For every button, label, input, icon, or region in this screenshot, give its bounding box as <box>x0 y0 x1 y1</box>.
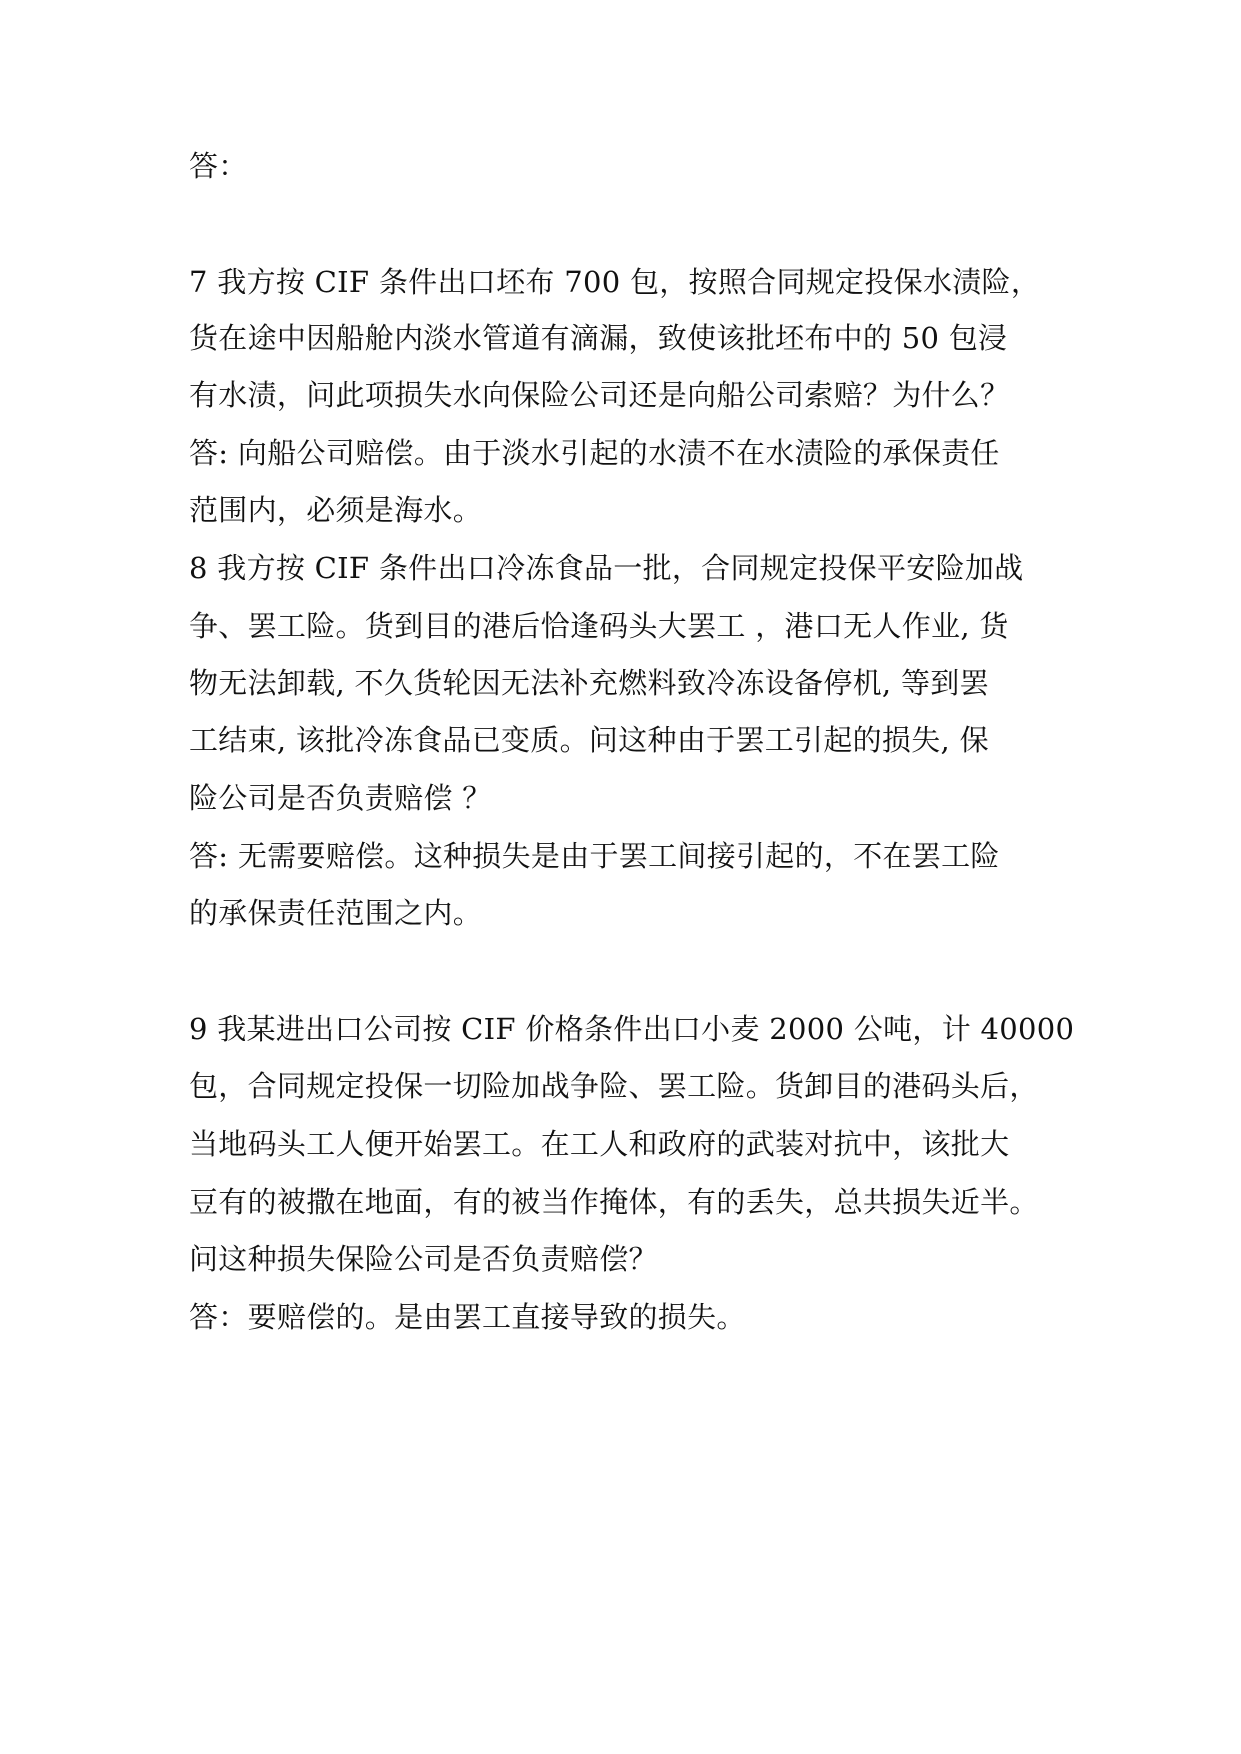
question-8-line-3: 物无法卸载, 不久货轮因无法补充燃料致冷冻设备停机, 等到罢 <box>189 666 989 700</box>
answer-7-line-1: 答: 向船公司赔偿。由于淡水引起的水渍不在水渍险的承保责任 <box>189 436 1000 470</box>
answer-7-line-2: 范围内，必须是海水。 <box>189 493 483 527</box>
question-9-line-5: 问这种损失保险公司是否负责赔偿？ <box>189 1242 658 1276</box>
question-7-line-2: 货在途中因船舱内淡水管道有滴漏，致使该批坯布中的 50 包浸 <box>189 321 1008 355</box>
answer-8-line-2: 的承保责任范围之内。 <box>189 896 483 930</box>
question-8-line-4: 工结束, 该批冷冻食品已变质。问这种由于罢工引起的损失, 保 <box>189 723 989 757</box>
answer-9-line-1: 答：要赔偿的。是由罢工直接导致的损失。 <box>189 1300 746 1334</box>
question-7-line-3: 有水渍，问此项损失水向保险公司还是向船公司索赔？为什么？ <box>189 378 1010 412</box>
question-8-line-1: 8 我方按 CIF 条件出口冷冻食品一批，合同规定投保平安险加战 <box>189 551 1024 585</box>
question-9-line-4: 豆有的被撒在地面，有的被当作掩体，有的丢失，总共损失近半。 <box>189 1185 1039 1219</box>
question-7-line-1: 7 我方按 CIF 条件出口坯布 700 包，按照合同规定投保水渍险， <box>189 265 1041 299</box>
question-9-line-1: 9 我某进出口公司按 CIF 价格条件出口小麦 2000 公吨，计 40000 <box>189 1012 1075 1046</box>
question-8-line-5: 险公司是否负责赔偿 ？ <box>189 781 492 815</box>
question-9-line-3: 当地码头工人便开始罢工。在工人和政府的武装对抗中，该批大 <box>189 1127 1010 1161</box>
answer-label-6: 答： <box>189 149 248 183</box>
question-8-line-2: 争、罢工险。货到目的港后恰逢码头大罢工 ，港口无人作业, 货 <box>189 609 1009 643</box>
question-9-line-2: 包，合同规定投保一切险加战争险、罢工险。货卸目的港码头后， <box>189 1069 1039 1103</box>
answer-8-line-1: 答: 无需要赔偿。这种损失是由于罢工间接引起的，不在罢工险 <box>189 839 1000 873</box>
